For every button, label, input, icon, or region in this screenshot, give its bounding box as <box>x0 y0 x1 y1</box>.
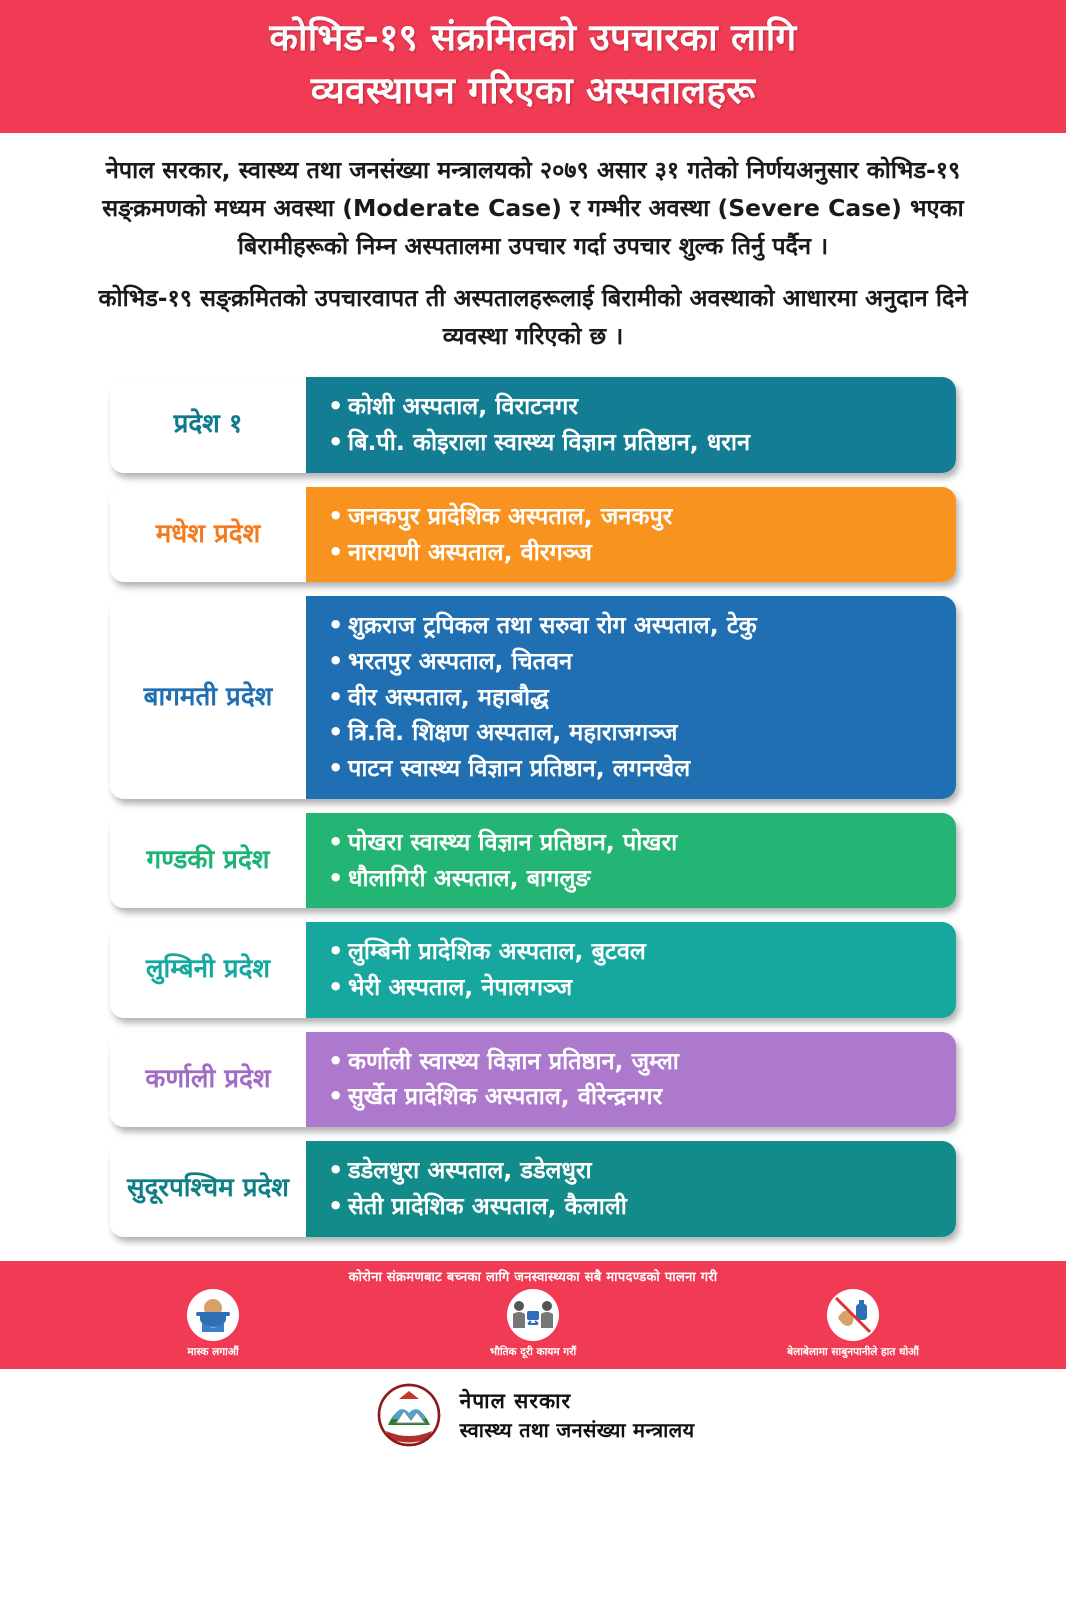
intro-section <box>0 133 1066 369</box>
province-label: कर्णाली प्रदेश <box>110 1032 306 1127</box>
government-line-1: नेपाल सरकार <box>459 1388 572 1413</box>
province-row <box>110 377 956 472</box>
page-title-line1: कोभिड-१९ संक्रमितको उपचारका लागि <box>269 16 797 59</box>
hospital-item: • नारायणी अस्पताल, वीरगञ्ज <box>326 535 940 571</box>
hospital-item: • शुक्रराज ट्रपिकल तथा सरुवा रोग अस्पताल, टेकु <box>326 608 940 644</box>
footer-safety-band <box>0 1261 1066 1369</box>
province-row <box>110 1141 956 1236</box>
hospital-item: • लुम्बिनी प्रादेशिक अस्पताल, बुटवल <box>326 934 940 970</box>
hospital-item: • सुर्खेत प्रादेशिक अस्पताल, वीरेन्द्रनगर <box>326 1079 940 1115</box>
social-distance-icon <box>507 1289 559 1341</box>
safety-icon-mask <box>138 1289 288 1359</box>
hospital-list <box>306 596 956 799</box>
province-row <box>110 922 956 1017</box>
hospital-item: • भरतपुर अस्पताल, चितवन <box>326 644 940 680</box>
province-label: गण्डकी प्रदेश <box>110 813 306 908</box>
safety-icon-distance <box>458 1289 608 1359</box>
government-text <box>460 1386 695 1445</box>
hospital-list <box>306 1032 956 1127</box>
nepal-government-emblem-icon <box>372 1379 446 1453</box>
hospital-item: • सेती प्रादेशिक अस्पताल, कैलाली <box>326 1189 940 1225</box>
safety-icon-caption: मास्क लगाऔं <box>187 1345 239 1358</box>
hospital-item: • कोशी अस्पताल, विराटनगर <box>326 389 940 425</box>
province-row <box>110 813 956 908</box>
page-title <box>40 12 1026 117</box>
province-hospital-list <box>0 369 1066 1260</box>
province-label: सुदूरपश्चिम प्रदेश <box>110 1141 306 1236</box>
hospital-item: • भेरी अस्पताल, नेपालगञ्ज <box>326 970 940 1006</box>
hospital-list <box>306 922 956 1017</box>
hospital-list <box>306 487 956 582</box>
government-line-2: स्वास्थ्य तथा जनसंख्या मन्त्रालय <box>459 1418 695 1443</box>
safety-icon-caption: बेलाबेलामा साबुनपानीले हात धोऔं <box>787 1345 919 1358</box>
hospital-item: • धौलागिरी अस्पताल, बागलुङ <box>326 861 940 897</box>
hospital-item: • त्रि.वि. शिक्षण अस्पताल, महाराजगञ्ज <box>326 715 940 751</box>
province-row <box>110 1032 956 1127</box>
hospital-item: • जनकपुर प्रादेशिक अस्पताल, जनकपुर <box>326 499 940 535</box>
hospital-item: • पोखरा स्वास्थ्य विज्ञान प्रतिष्ठान, पोखरा <box>326 825 940 861</box>
hospital-item: • कर्णाली स्वास्थ्य विज्ञान प्रतिष्ठान, जुम्ला <box>326 1044 940 1080</box>
handwash-icon <box>827 1289 879 1341</box>
province-label: लुम्बिनी प्रदेश <box>110 922 306 1017</box>
hospital-item: • वीर अस्पताल, महाबौद्ध <box>326 680 940 716</box>
page-title-line2: व्यवस्थापन गरिएका अस्पतालहरू <box>310 68 756 112</box>
intro-paragraph-1: नेपाल सरकार, स्वास्थ्य तथा जनसंख्या मन्त्रालयको २०७९ असार ३१ गतेको निर्णयअनुसार कोभिड-१९ सङ्क्रमणको मध्यम अवस्था (Moderate Case) र गम्भीर अवस्था (Severe Case) भएका बिरामीहरूको निम्न अस्पतालमा उपचार गर्दा उपचार शुल्क तिर्नु पर्दैन । <box>102 156 964 261</box>
intro-paragraph-2: कोभिड-१९ सङ्क्रमितको उपचारवापत ती अस्पतालहरूलाई बिरामीको अवस्थाको आधारमा अनुदान दिने व्यवस्था गरिएको छ । <box>98 284 968 351</box>
footer-band-title: कोरोना संक्रमणबाट बच्नका लागि जनस्वास्थ्यका सबै मापदण्डको पालना गरी <box>348 1269 718 1285</box>
hospital-item: • डडेलधुरा अस्पताल, डडेलधुरा <box>326 1153 940 1189</box>
province-label: मधेश प्रदेश <box>110 487 306 582</box>
mask-icon <box>187 1289 239 1341</box>
hospital-list <box>306 813 956 908</box>
province-label: बागमती प्रदेश <box>110 596 306 799</box>
poster-header <box>0 0 1066 133</box>
hospital-item: • बि.पी. कोइराला स्वास्थ्य विज्ञान प्रतिष्ठान, धरान <box>326 425 940 461</box>
hospital-list <box>306 1141 956 1236</box>
province-label: प्रदेश १ <box>110 377 306 472</box>
province-row <box>110 487 956 582</box>
safety-icon-handwash <box>778 1289 928 1359</box>
government-footer <box>0 1369 1066 1461</box>
hospital-item: • पाटन स्वास्थ्य विज्ञान प्रतिष्ठान, लगनखेल <box>326 751 940 787</box>
safety-icon-caption: भौतिक दूरी कायम गरौं <box>489 1345 577 1358</box>
hospital-list <box>306 377 956 472</box>
province-row <box>110 596 956 799</box>
safety-icons <box>0 1289 1066 1359</box>
